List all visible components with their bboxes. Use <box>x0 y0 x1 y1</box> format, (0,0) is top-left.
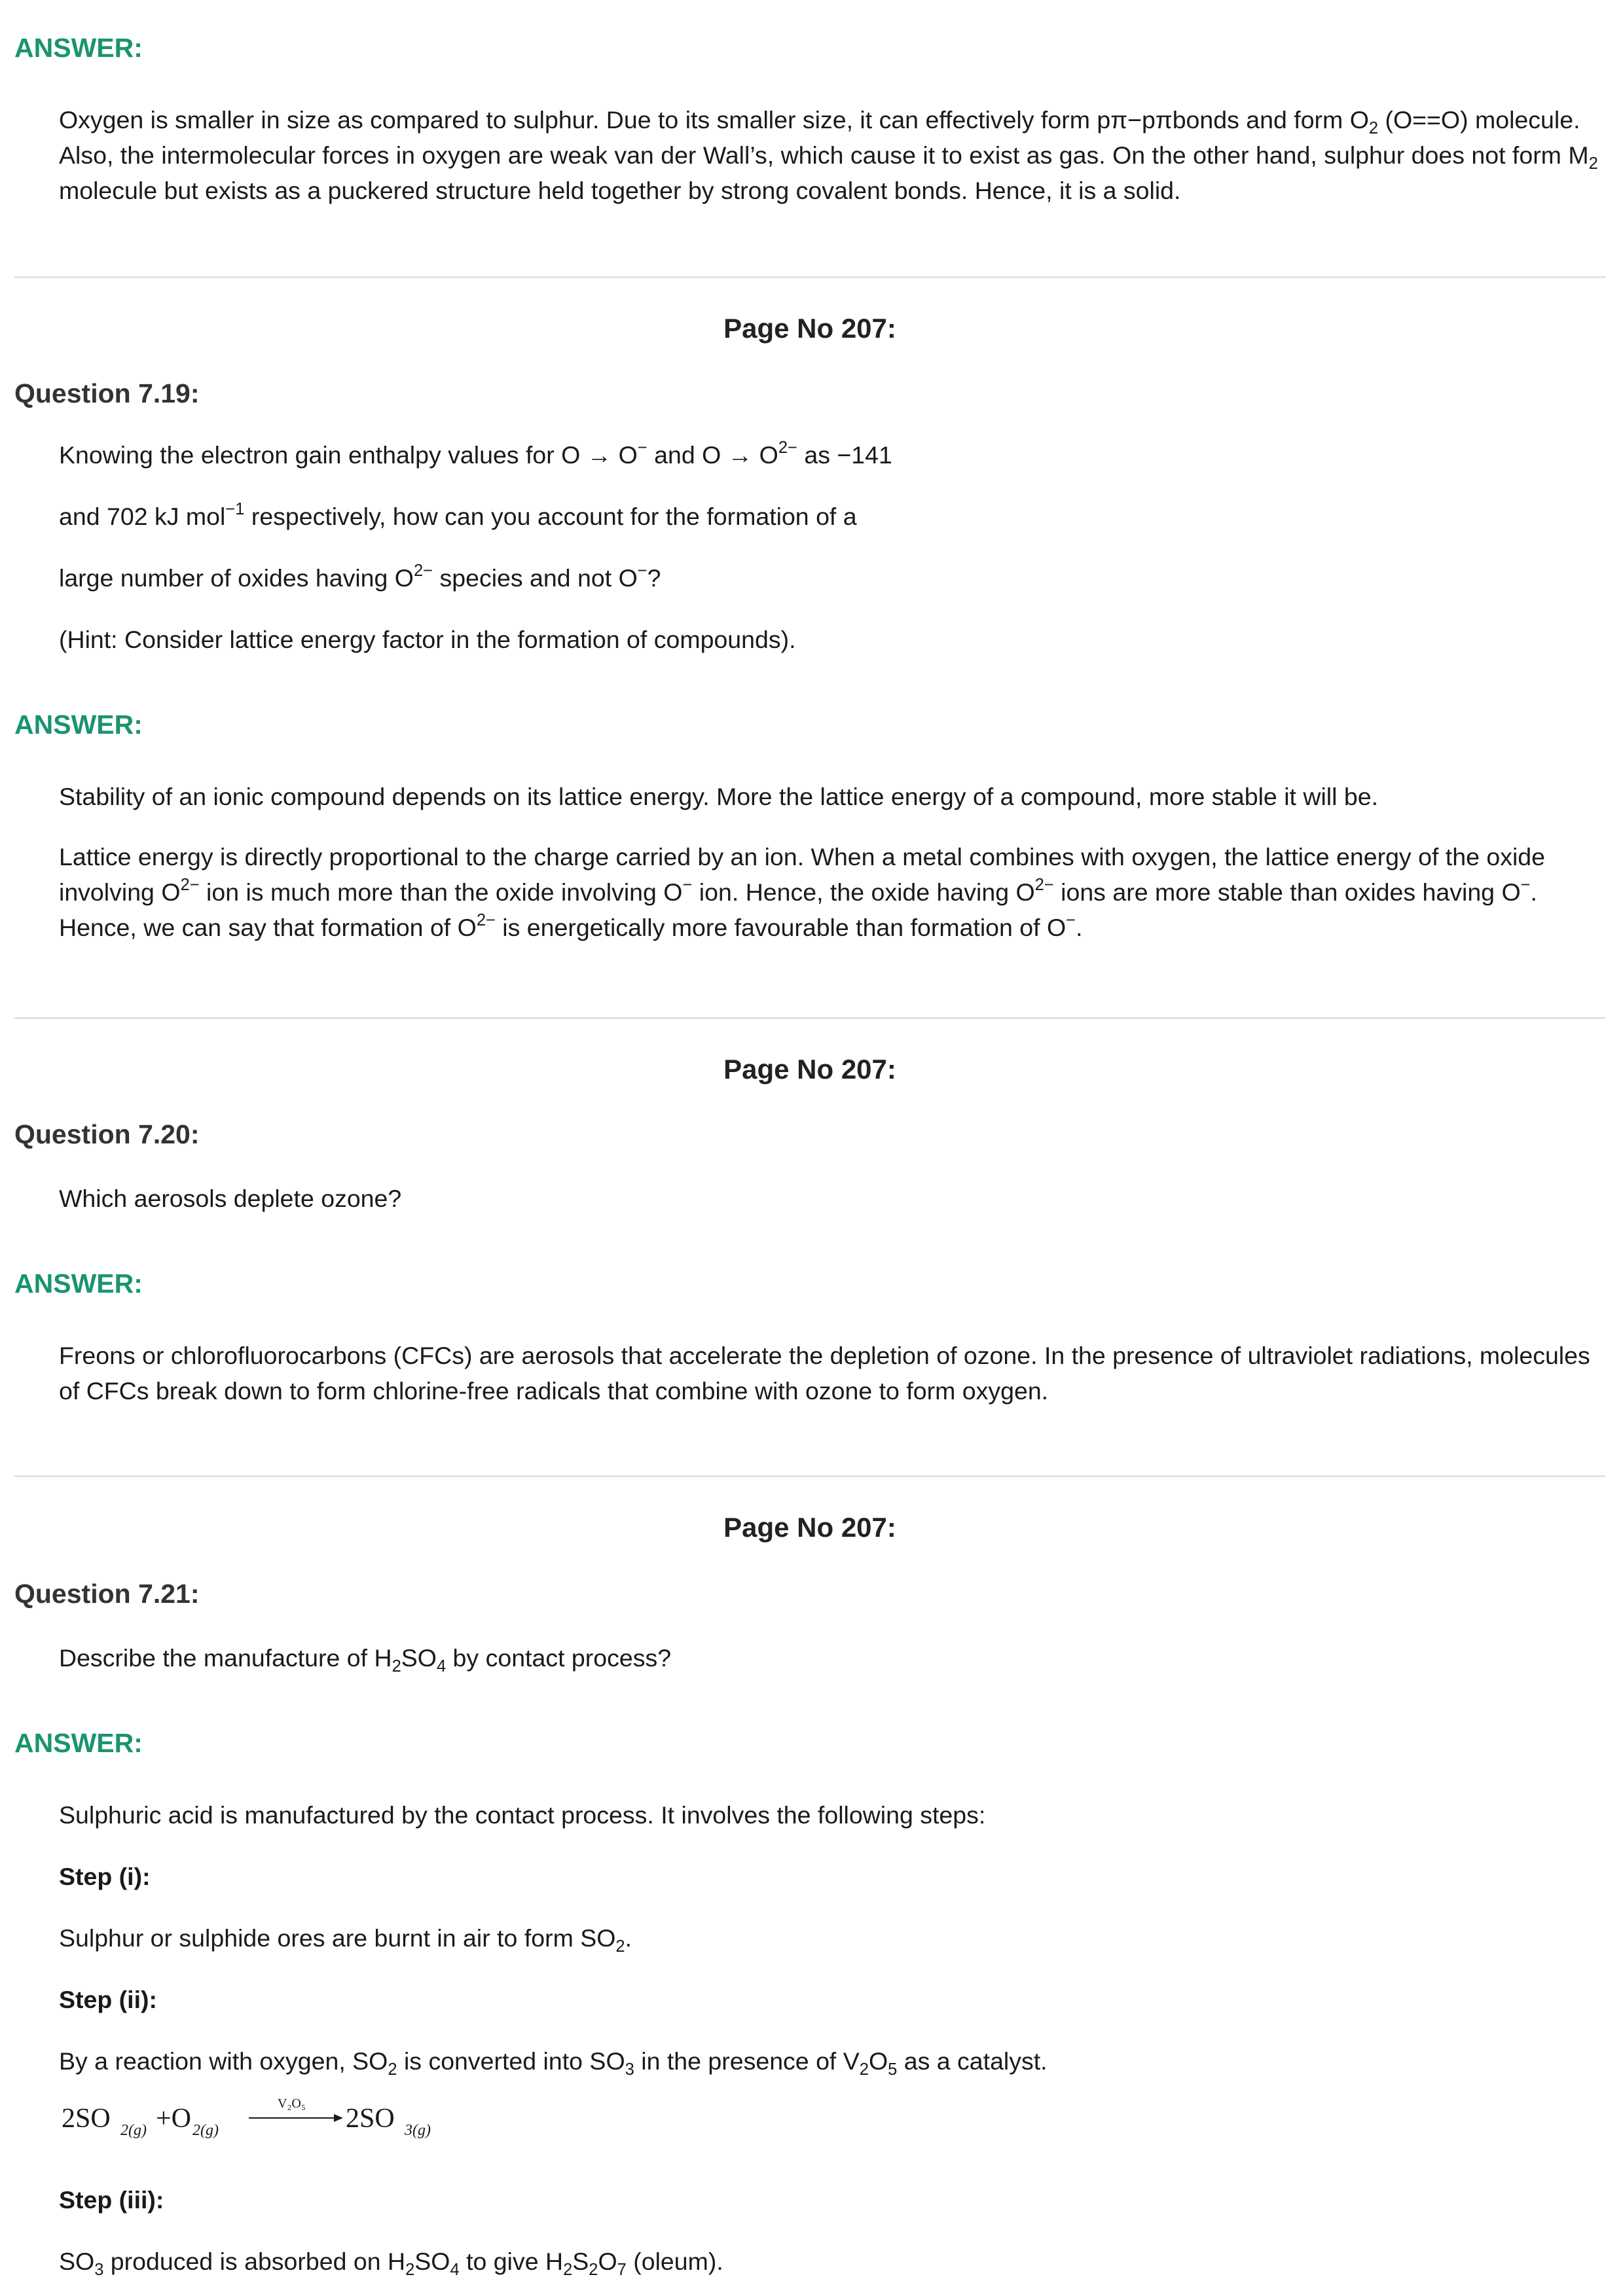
equation-arrow-head <box>334 2114 343 2122</box>
question-text-line: Knowing the electron gain enthalpy values for O → O− and $O \to O^{2-}$ as −141 <box>59 439 892 469</box>
question-label: Question 7.19: <box>14 378 200 408</box>
equation-subscript: 2(g) <box>192 2122 219 2139</box>
section-divider <box>14 1475 1605 1477</box>
answer-label: ANSWER: <box>14 1728 143 1758</box>
step-heading: Step (ii): <box>59 1986 157 2013</box>
equation-product: 2SO <box>346 2104 395 2134</box>
answer-intro: Sulphuric acid is manufactured by the contact process. It involves the following steps: <box>59 1801 986 1829</box>
step-text: Sulphur or sulphide ores are burnt in air to form $SO_2$. <box>59 1924 632 1956</box>
question-hint: (Hint: Consider lattice energy factor in the formation of compounds). <box>59 626 796 653</box>
step-heading: Step (i): <box>59 1863 151 1890</box>
page-number-heading: Page No 207: <box>723 1054 896 1085</box>
question-text-line: large number of oxides having $O^{2-}$ species and not O−? <box>59 562 661 592</box>
equation-reactant: +O <box>156 2104 192 2134</box>
equation-reactant: 2SO <box>62 2104 111 2134</box>
answer-paragraph: Stability of an ionic compound depends on its lattice energy. More the lattice energy of a compound, more stable it will be. <box>59 783 1379 810</box>
step-text: By a reaction with oxygen, $SO_2$ is converted into $SO_3$ in the presence of $V_2O_5$ as a catalyst. <box>59 2047 1048 2079</box>
answer-label: ANSWER: <box>14 33 143 63</box>
answer-paragraph: Lattice energy is directly proportional to the charge carried by an ion. When a metal combines with oxygen, the lattice energy of the oxide involving $O^{2-}$ ion is much more than the oxide involving O− ion. Hence, the oxide having $O^{2-}$ ions are more stable than oxides having O−. Hence, we can say that formation of $O^{2-}$ is energetically more favourable than formation of O−. <box>59 843 1545 941</box>
reaction-equation <box>62 2093 585 2152</box>
section-divider <box>14 276 1605 278</box>
section-divider <box>14 1017 1605 1019</box>
page-number-heading: Page No 207: <box>723 1512 896 1543</box>
question-text: Describe the manufacture of $H_2SO_4$ by contact process? <box>59 1644 672 1676</box>
answer-label: ANSWER: <box>14 1268 143 1299</box>
question-text: Which aerosols deplete ozone? <box>59 1185 402 1212</box>
question-text-line: and 702 kJ mol$^{-1}$ respectively, how can you account for the formation of a <box>59 500 857 530</box>
equation-subscript: 2(g) <box>120 2122 147 2139</box>
answer-label: ANSWER: <box>14 709 143 740</box>
question-label: Question 7.21: <box>14 1579 200 1609</box>
equation-catalyst: V₂O₅ <box>278 2096 306 2111</box>
question-label: Question 7.20: <box>14 1119 200 1149</box>
answer-paragraph: Oxygen is smaller in size as compared to sulphur. Due to its smaller size, it can effectively form pπ−pπbonds and form $O_2$ (O==O) molecule. Also, the intermolecular forces in oxygen are weak van der Wall’s, which cause it to exist as gas. On the other hand, sulphur does not form $M_2$ molecule but exists as a puckered structure held together by strong covalent bonds. Hence, it is a solid. <box>59 106 1598 204</box>
step-heading: Step (iii): <box>59 2186 164 2214</box>
answer-paragraph: Freons or chlorofluorocarbons (CFCs) are aerosols that accelerate the depletion of ozone. In the presence of ultraviolet radiations, molecules of CFCs break down to form chlorine-free radicals that combine with ozone to form oxygen. <box>59 1342 1590 1405</box>
page-number-heading: Page No 207: <box>723 313 896 344</box>
step-text: $SO_3$ produced is absorbed on $H_2SO_4$ to give $H_2S_2O_7$ (oleum). <box>59 2248 723 2280</box>
equation-subscript: 3(g) <box>405 2122 431 2139</box>
